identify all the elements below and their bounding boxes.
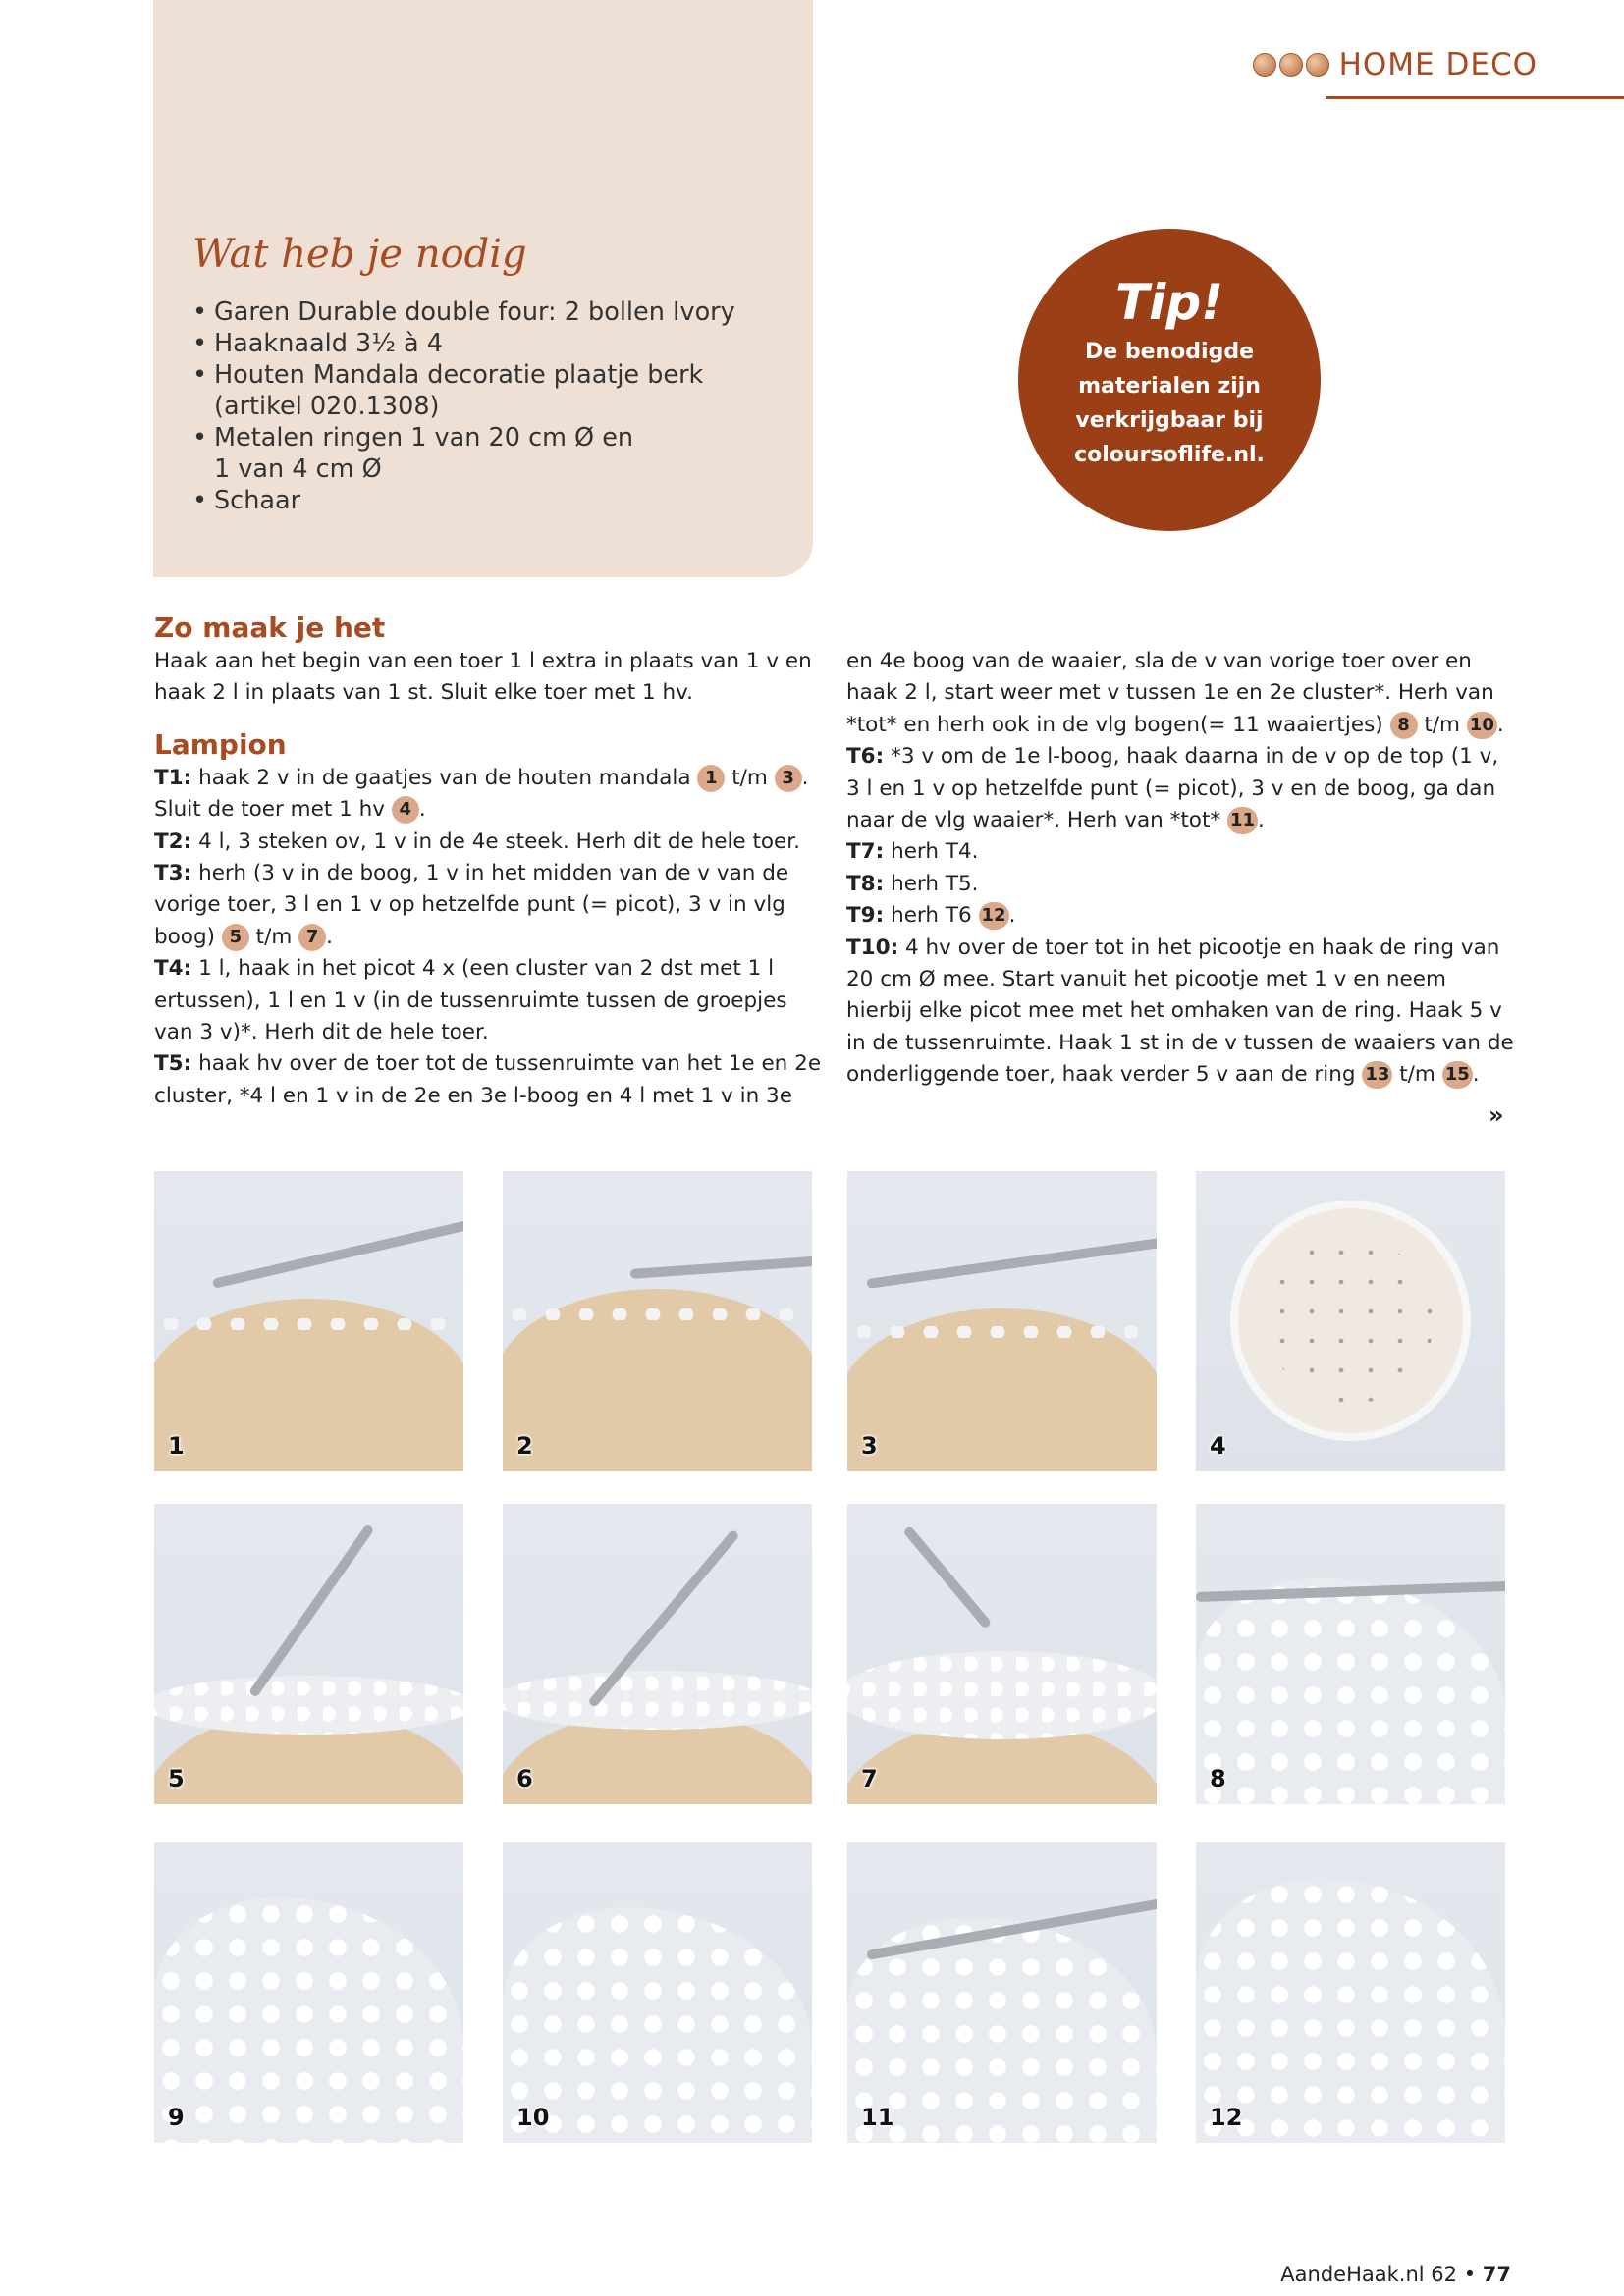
step-photo [154, 1504, 463, 1804]
photo-label: 2 [516, 1432, 533, 1460]
round-t5: T5: haak hv over de toer tot de tussenruimte van het 1e en 2e cluster, *4 l en 1 v in de 2e en 3e l-boog en 4 l met 1 v in 3e [154, 1051, 822, 1108]
photo-label: 8 [1210, 1765, 1226, 1792]
continue-arrow: » [1489, 1101, 1504, 1129]
step-number: 11 [1227, 807, 1258, 834]
page-footer [1280, 2263, 1511, 2286]
tip-title: Tip! [1115, 274, 1223, 331]
instructions-column-right [846, 646, 1514, 1092]
round-t9: T9: herh T6 12 . [846, 903, 1016, 929]
step-photo [154, 1842, 463, 2143]
step-number: 5 [222, 924, 249, 951]
step-number: 1 [697, 765, 725, 792]
round-t8: T8: herh T5. [846, 871, 979, 896]
list-item: • Haaknaald 3½ à 4 [192, 328, 735, 359]
round-t4: T4: 1 l, haak in het picot 4 x (een cluster van 2 dst met 1 l ertussen), 1 l en 1 v (in de tussenruimte tussen de groepjes van 3 v)*. Herh dit de hele toer. [154, 956, 787, 1045]
list-item: • Schaar [192, 485, 735, 516]
step-photo [503, 1504, 812, 1804]
step-number: 13 [1362, 1061, 1392, 1089]
round-t7: T7: herh T4. [846, 839, 979, 865]
step-number: 15 [1442, 1061, 1473, 1089]
materials-list [192, 296, 735, 516]
step-photo [154, 1171, 463, 1471]
photo-label: 11 [861, 2104, 894, 2131]
photo-label: 10 [516, 2104, 550, 2131]
step-photo [1196, 1171, 1505, 1471]
instructions-heading: Zo maak je het [154, 612, 386, 644]
section-title: HOME DECO [1338, 47, 1538, 82]
round-t1: T1: haak 2 v in de gaatjes van de houten mandala 1 t/m 3 . Sluit de toer met 1 hv 4 . [154, 765, 809, 823]
page-number: 77 [1482, 2263, 1511, 2286]
step-number: 12 [979, 902, 1009, 930]
yarn-balls-icon [1253, 53, 1329, 77]
step-photo [847, 1504, 1157, 1804]
step-number: 4 [392, 796, 419, 824]
step-number: 10 [1467, 712, 1497, 739]
round-t5-continued: en 4e boog van de waaier, sla de v van vorige toer over en haak 2 l, start weer met v tussen 1e en 2e cluster*. Herh van *tot* en herh ook in de vlg bogen(= 11 waaiertjes) 8 t/m 10 . [846, 649, 1504, 737]
header-rule [1326, 96, 1624, 99]
photo-label: 5 [168, 1765, 185, 1792]
list-item: • Houten Mandala decoratie plaatje berk (artikel 020.1308) [192, 359, 735, 422]
photo-label: 4 [1210, 1432, 1226, 1460]
step-photo [847, 1842, 1157, 2143]
round-t10: T10: 4 hv over de toer tot in het picootje en haak de ring van 20 cm Ø mee. Start vanuit het picootje met 1 v en neem hierbij elke picot mee met het omhaken van de ring. Haak 5 v in de tussenruimte. Haak 1 st in de v tussen de waaiers van de onderliggende toer, haak verder 5 v aan de ring 13 t/m 15 . [846, 934, 1514, 1088]
materials-title: Wat heb je nodig [192, 232, 527, 277]
photo-label: 1 [168, 1432, 185, 1460]
photo-label: 9 [168, 2104, 185, 2131]
tip-badge [1018, 229, 1321, 531]
step-photo [1196, 1504, 1505, 1804]
step-photo [1196, 1842, 1505, 2143]
step-photo [503, 1171, 812, 1471]
round-t3: T3: herh (3 v in de boog, 1 v in het midden van de v van de vorige toer, 3 l en 1 v op hetzelfde punt (= picot), 3 v in vlg boog) 5 t/m 7 . [154, 861, 789, 949]
instructions-column-left [154, 611, 822, 1112]
step-photo [503, 1842, 812, 2143]
step-number: 8 [1390, 712, 1418, 739]
list-item: • Metalen ringen 1 van 20 cm Ø en 1 van 4 cm Ø [192, 422, 735, 485]
photo-label: 7 [861, 1765, 878, 1792]
round-t2: T2: 4 l, 3 steken ov, 1 v in de 4e steek. Herh dit de hele toer. [154, 828, 800, 854]
photo-label: 3 [861, 1432, 878, 1460]
tip-text: De benodigde materialen zijn verkrijgbaar bij coloursoflife.nl. [1074, 340, 1265, 467]
intro-text: Haak aan het begin van een toer 1 l extra in plaats van 1 v en haak 2 l in plaats van 1 st. Sluit elke toer met 1 hv. [154, 649, 812, 706]
section-header [1253, 47, 1538, 82]
step-number: 3 [775, 765, 802, 792]
photo-label: 12 [1210, 2104, 1243, 2131]
step-photo [847, 1171, 1157, 1471]
section-heading: Lampion [154, 727, 287, 761]
list-item: • Garen Durable double four: 2 bollen Ivory [192, 296, 735, 328]
magazine-name: AandeHaak.nl 62 [1280, 2263, 1457, 2286]
step-number: 7 [298, 924, 326, 951]
round-t6: T6: *3 v om de 1e l-boog, haak daarna in de v op de top (1 v, 3 l en 1 v op hetzelfde punt (= picot), 3 v en de boog, ga dan naar de vlg waaier*. Herh van *tot* 11 . [846, 744, 1499, 833]
photo-label: 6 [516, 1765, 533, 1792]
footer-bullet: • [1463, 2263, 1477, 2286]
